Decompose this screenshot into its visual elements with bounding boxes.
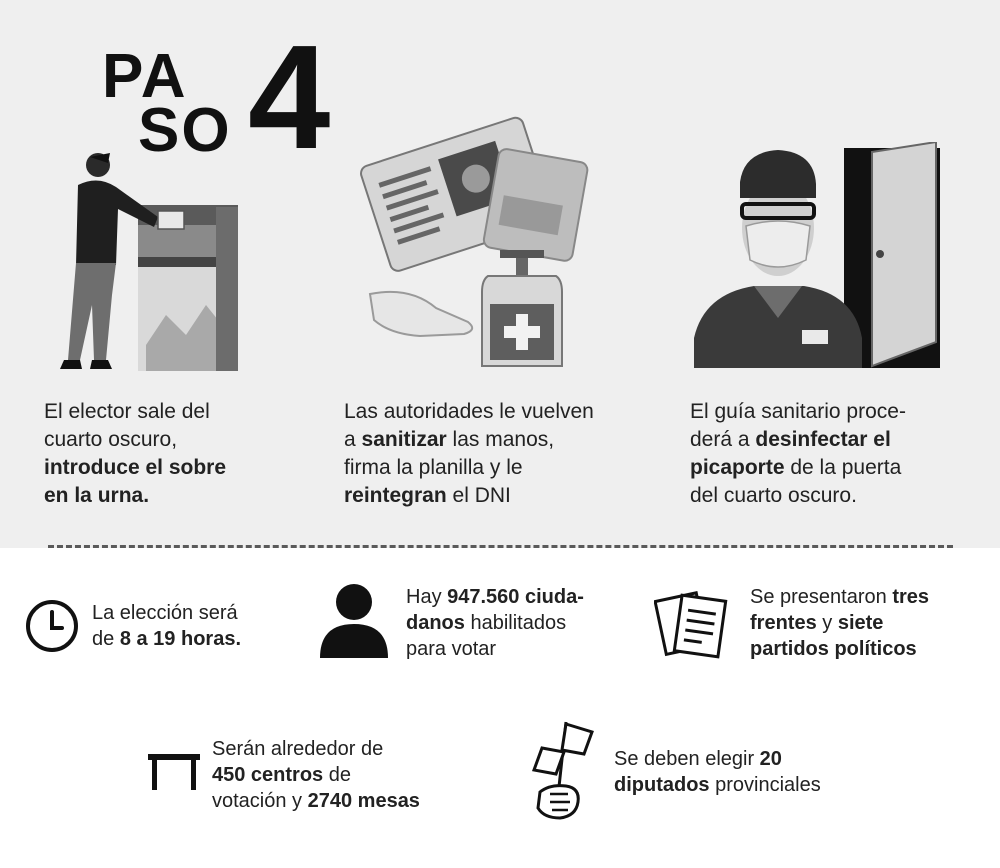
fact-deputies-line1a: Se deben elegir (614, 748, 760, 770)
step-1-line1: El elector sale del (44, 400, 210, 423)
step-1-text (44, 398, 314, 510)
dni-sanitizer-illustration (350, 108, 590, 378)
person-icon (318, 582, 390, 663)
voter-ballot-box-illustration (46, 145, 246, 377)
health-guide-door-illustration (694, 142, 964, 372)
step-3-line3a: picaporte (690, 456, 785, 479)
paso-line2: SO (138, 96, 232, 165)
fact-deputies (614, 746, 874, 798)
fact-parties-line2b: y (816, 612, 838, 634)
fact-parties-line2a: frentes (750, 612, 817, 634)
fact-voters-line2b: habilitados (464, 612, 567, 634)
fact-deputies-line1b: 20 (759, 748, 782, 770)
documents-icon (654, 586, 730, 667)
fact-parties-line1b: tres (892, 586, 930, 608)
fact-schedule (92, 600, 292, 652)
fact-centers-line3a: votación y (212, 790, 308, 812)
step-2-line2a: a (344, 428, 362, 451)
step-1-line3: introduce el sobre (44, 456, 227, 479)
fact-voters-line1a: Hay (406, 586, 448, 608)
fact-deputies-line2b: provinciales (709, 774, 821, 796)
hand-flag-icon (522, 718, 596, 827)
step-2-line4a: reintegran (344, 484, 447, 507)
paso-number: 4 (248, 15, 327, 180)
fact-parties-line1a: Se presentaron (750, 586, 893, 608)
step-3-line1: El guía sanitario proce- (690, 400, 906, 423)
fact-centers-line1: Serán alrededor de (212, 738, 384, 760)
fact-centers-line3b: 2740 mesas (307, 790, 420, 812)
fact-voters-line1b: 947.560 ciuda- (447, 586, 584, 608)
step-2-line1: Las autoridades le vuelven (344, 400, 594, 423)
paso-line1: PA (102, 42, 188, 111)
step-2-text (344, 398, 644, 510)
step-2-line2c: las manos, (446, 428, 555, 451)
fact-schedule-line2a: de (92, 628, 120, 650)
step-2-line2b: sanitizar (361, 428, 447, 451)
fact-voters-line3: para votar (406, 638, 497, 660)
fact-deputies-line2a: diputados (614, 774, 710, 796)
fact-parties (750, 584, 980, 662)
clock-icon (24, 598, 80, 659)
step-3-line2b: desinfectar el (755, 428, 891, 451)
fact-schedule-line2b: 8 a 19 horas. (119, 628, 241, 650)
fact-centers (212, 736, 472, 814)
fact-parties-line3: partidos políticos (750, 638, 917, 660)
table-icon (146, 752, 202, 797)
step-2-line3: firma la planilla y le (344, 456, 523, 479)
fact-schedule-line1: La elección será (92, 602, 238, 624)
step-1-line2: cuarto oscuro, (44, 428, 178, 451)
fact-voters (406, 584, 636, 662)
step-3-line4: del cuarto oscuro. (690, 484, 857, 507)
dashed-divider (48, 545, 953, 548)
step-1-line4: en la urna. (44, 484, 150, 507)
step-3-text (690, 398, 980, 510)
fact-parties-line2c: siete (837, 612, 884, 634)
step-3-line3b: de la puerta (784, 456, 902, 479)
fact-centers-line2b: de (323, 764, 351, 786)
fact-centers-line2a: 450 centros (212, 764, 324, 786)
step-3-line2a: derá a (690, 428, 756, 451)
step-2-line4b: el DNI (446, 484, 511, 507)
fact-voters-line2a: danos (406, 612, 465, 634)
